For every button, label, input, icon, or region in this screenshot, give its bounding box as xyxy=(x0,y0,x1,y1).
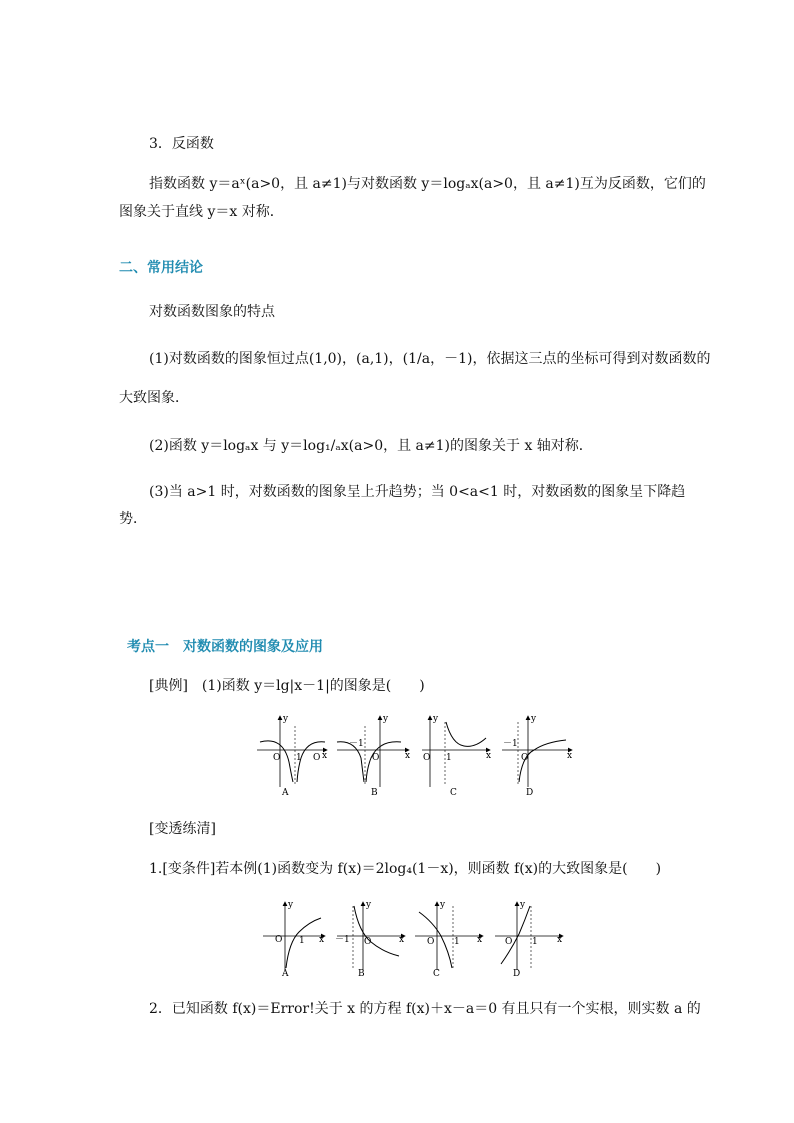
practice-label: [变透练清] xyxy=(149,821,216,837)
practice-caption-a: A xyxy=(282,969,289,979)
example-d-y-label: y xyxy=(531,714,537,724)
inverse-function-line-2: 图象关于直线 y＝x 对称． xyxy=(119,204,284,220)
example-a-x-label: x xyxy=(322,751,328,761)
example-d-neg-one-label: －1 xyxy=(503,739,518,749)
example-b-y-label: y xyxy=(383,714,389,724)
example-caption-d: D xyxy=(526,788,534,798)
practice-b-neg-one-label: －1 xyxy=(335,935,350,945)
example-caption-b: B xyxy=(371,788,378,798)
example-d-origin-label: O xyxy=(521,753,529,763)
section-3-title: 3．反函数 xyxy=(149,136,214,152)
feature-3-line-1: (3)当 a>1 时，对数函数的图象呈上升趋势；当 0<a<1 时，对数函数的图象呈下降趋 xyxy=(149,484,686,500)
example-graph-d xyxy=(502,714,572,798)
practice-c-y-label: y xyxy=(440,900,446,910)
practice-graph-a xyxy=(263,900,325,979)
feature-title: 对数函数图象的特点 xyxy=(149,304,275,320)
example-c-x-label: x xyxy=(486,751,492,761)
practice-a-one-label: 1 xyxy=(299,936,305,946)
practice-graph-c xyxy=(415,900,483,979)
example-a-o2-label: O xyxy=(313,753,321,763)
practice-a-y-label: y xyxy=(288,900,294,910)
example-c-one-label: 1 xyxy=(446,753,452,763)
practice-b-x-label: x xyxy=(399,935,405,945)
inverse-function-line-1: 指数函数 y＝aˣ(a>0，且 a≠1)与对数函数 y＝logₐx(a>0，且 a≠1)互为反函数，它们的 xyxy=(149,176,706,192)
practice-b-origin-label: O xyxy=(364,937,372,947)
feature-1-line-1: (1)对数函数的图象恒过点(1,0)，(a,1)，(1/a，－1)，依据这三点的坐标可得到对数函数的 xyxy=(149,351,711,367)
example-b-x-label: x xyxy=(405,751,411,761)
practice-a-x-label: x xyxy=(319,935,325,945)
example-a-y-label: y xyxy=(283,714,289,724)
practice-graph-b xyxy=(335,900,405,979)
practice-caption-c: C xyxy=(433,969,440,979)
feature-3-line-2: 势． xyxy=(119,511,147,527)
practice-b-y-label: y xyxy=(366,900,372,910)
example-c-origin-label: O xyxy=(423,753,431,763)
example-b-neg-one-label: －1 xyxy=(349,739,364,749)
practice-caption-d: D xyxy=(513,969,521,979)
practice-2-line: 2．已知函数 f(x)＝Error!关于 x 的方程 f(x)＋x－a＝0 有且只有一个实根，则实数 a 的 xyxy=(149,1001,701,1017)
practice-graph-d xyxy=(495,900,563,979)
practice-c-one-label: 1 xyxy=(454,937,460,947)
practice-d-origin-label: O xyxy=(505,937,513,947)
practice-graphs xyxy=(255,898,575,980)
example-c-y-label: y xyxy=(433,714,439,724)
feature-2-line: (2)函数 y＝logₐx 与 y＝log₁/ₐx(a>0，且 a≠1)的图象关于 x 轴对称． xyxy=(149,438,593,454)
practice-d-one-label: 1 xyxy=(532,937,538,947)
example-graph-c xyxy=(422,714,491,798)
feature-1-line-2: 大致图象． xyxy=(119,390,189,406)
practice-1-line: 1.[变条件]若本例(1)函数变为 f(x)＝2log₄(1－x)，则函数 f(x)的大致图象是( ) xyxy=(149,861,662,877)
example-caption-c: C xyxy=(450,788,457,798)
exam-point-heading: 考点一 对数函数的图象及应用 xyxy=(127,639,323,655)
common-conclusions-heading: 二、常用结论 xyxy=(119,260,203,276)
example-graph-a xyxy=(257,714,327,798)
example-a-one-label: 1 xyxy=(296,753,302,763)
practice-caption-b: B xyxy=(358,969,365,979)
practice-d-x-label: x xyxy=(557,935,563,945)
practice-c-origin-label: O xyxy=(427,937,435,947)
practice-d-y-label: y xyxy=(520,900,526,910)
example-line: [典例] (1)函数 y＝lg|x－1|的图象是( ) xyxy=(149,678,425,694)
example-graphs xyxy=(255,712,575,798)
example-b-origin-label: O xyxy=(372,753,380,763)
practice-c-x-label: x xyxy=(477,935,483,945)
example-caption-a: A xyxy=(282,788,289,798)
practice-a-origin-label: O xyxy=(275,935,283,945)
example-graph-b xyxy=(337,714,410,798)
example-d-x-label: x xyxy=(567,751,573,761)
example-a-origin-label: O xyxy=(273,753,281,763)
